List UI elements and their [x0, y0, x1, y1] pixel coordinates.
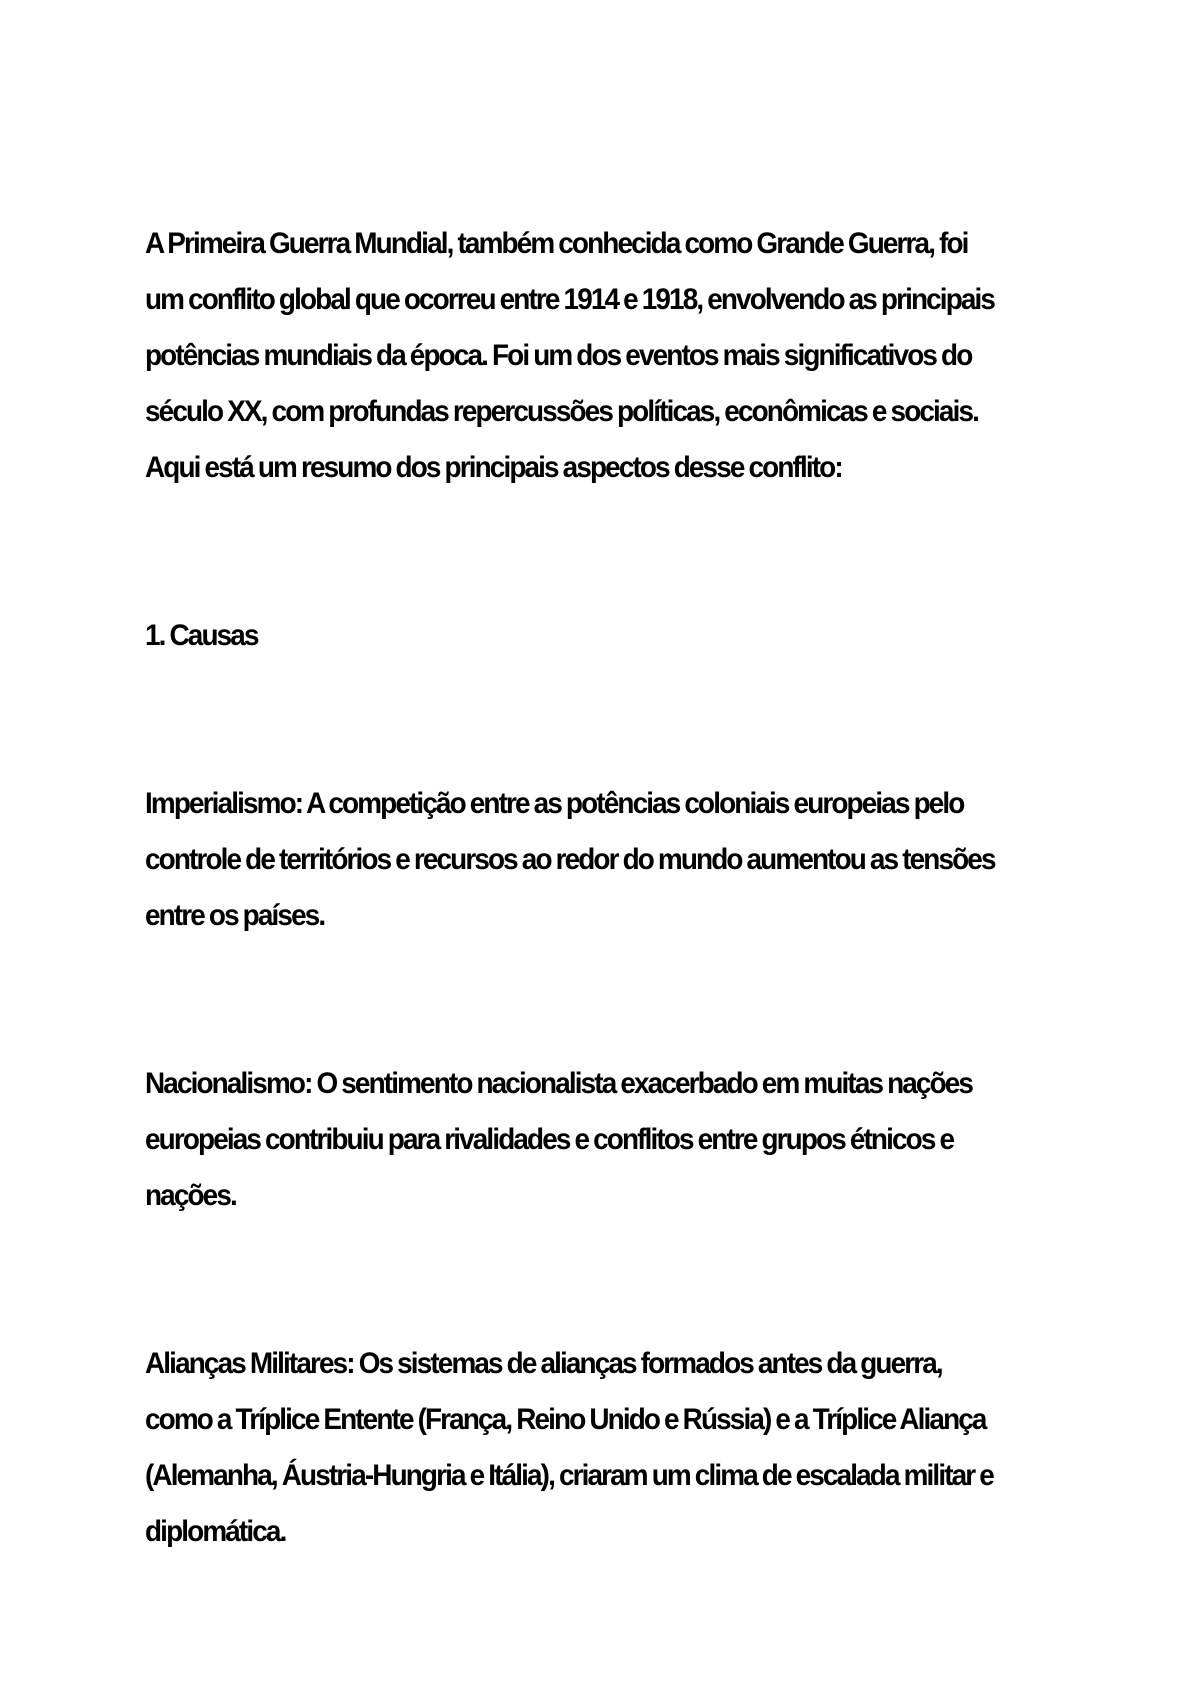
intro-paragraph: A Primeira Guerra Mundial, também conhecida como Grande Guerra, foi um conflito global que ocorreu entre 1914 e 1918, envolvendo as principais potências mundiais da época. Foi um dos eventos mais significativos do século XX, com profundas repercussões políticas, econômicas e sociais. Aqui está um resumo dos principais aspectos desse conflito: [145, 227, 995, 484]
cause-aliancas-paragraph: Alianças Militares: Os sistemas de alianças formados antes da guerra, como a Tríplice Entente (França, Reino Unido e Rússia) e a Tríplice Aliança (Alemanha, Áustria-Hungria e Itália), criaram um clima de escalada militar e diplomática. [145, 1347, 993, 1548]
cause-imperialismo-paragraph: Imperialismo: A competição entre as potências coloniais europeias pelo controle de territórios e recursos ao redor do mundo aumentou as tensões entre os países. [145, 787, 995, 932]
cause-nacionalismo-paragraph: Nacionalismo: O sentimento nacionalista exacerbado em muitas nações europeias contribuiu para rivalidades e conflitos entre grupos étnicos e nações. [145, 1067, 973, 1212]
document-body [145, 216, 1001, 1560]
section-heading: 1. Causas [145, 619, 258, 652]
